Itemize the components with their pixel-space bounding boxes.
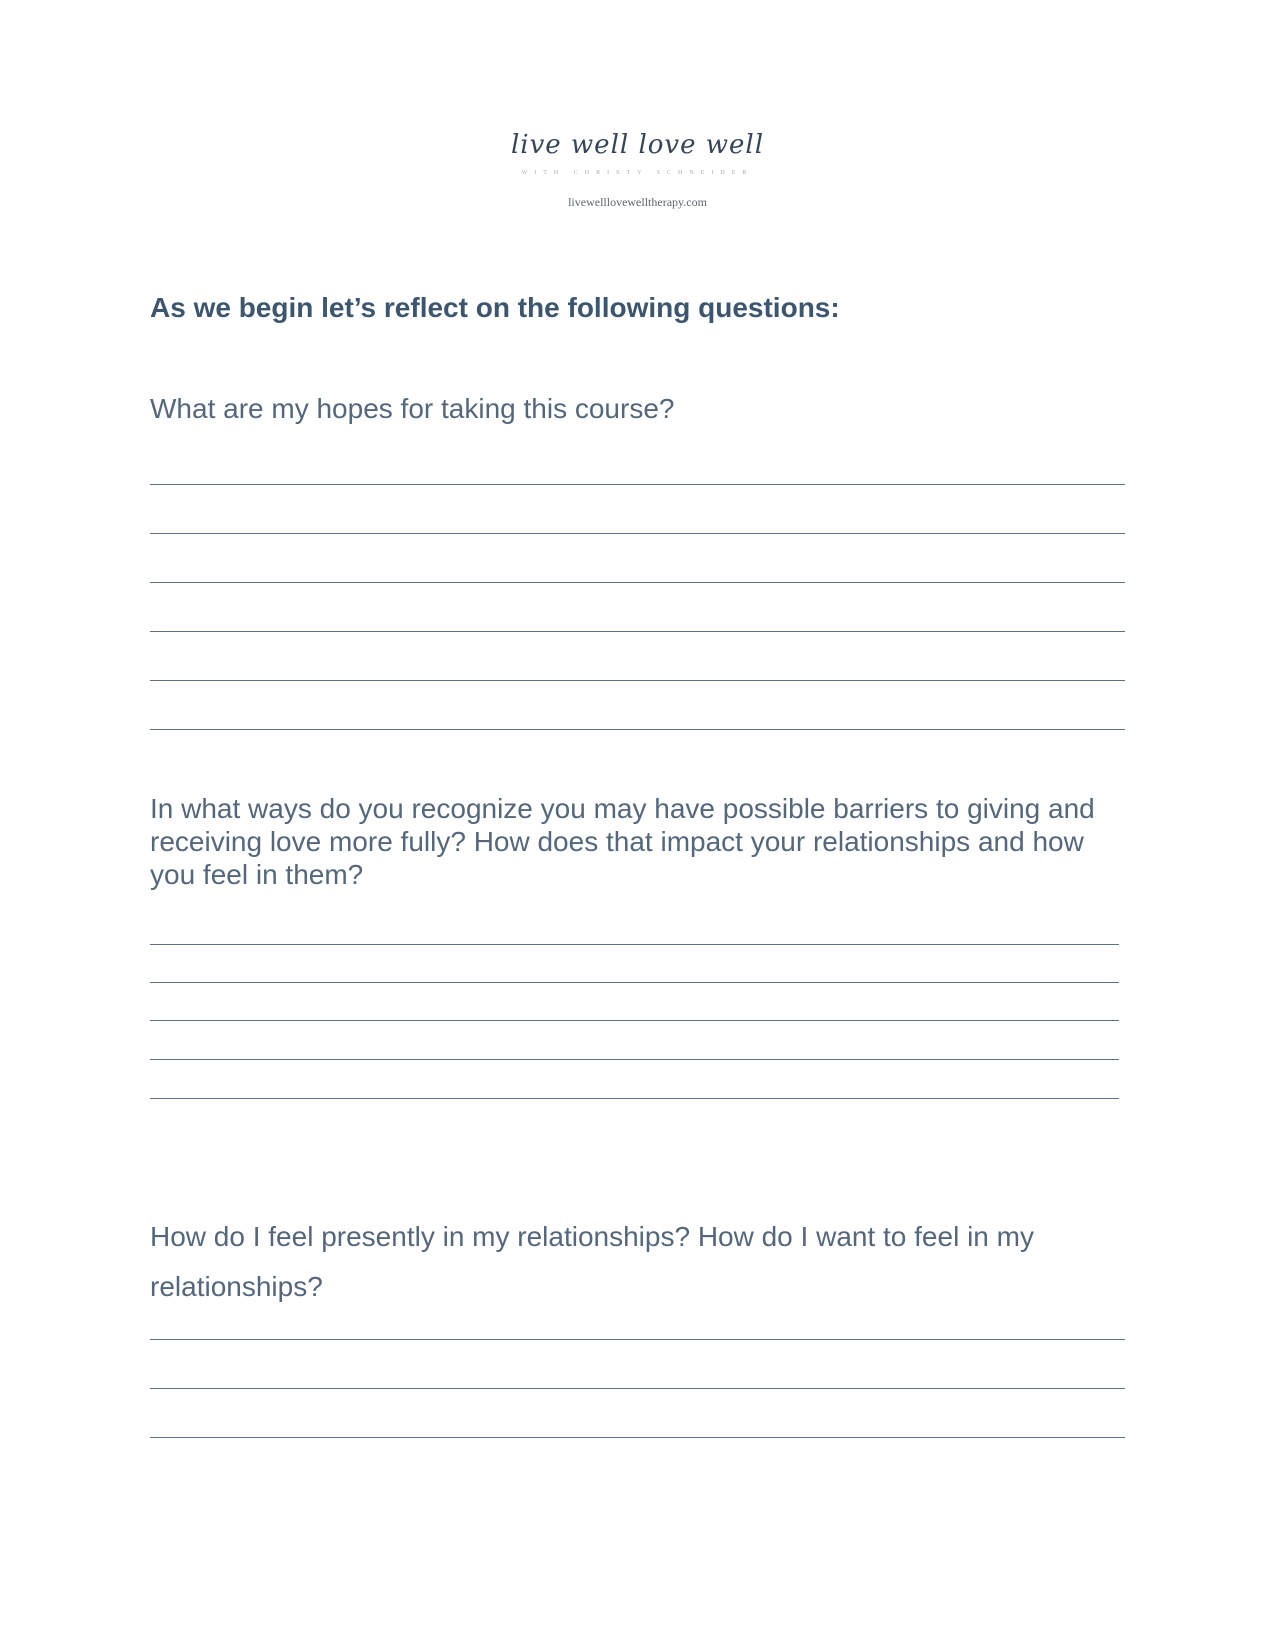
brand-logo: live well love well bbox=[510, 130, 765, 160]
question-2: In what ways do you recognize you may have possible barriers to giving and receiving love more fully? How does that impact your relationships and how you feel in them? bbox=[150, 793, 1095, 890]
answer-line[interactable] bbox=[150, 982, 1119, 983]
answer-line[interactable] bbox=[150, 631, 1125, 632]
website-url: livewelllovewelltherapy.com bbox=[568, 195, 707, 209]
page-heading: As we begin let’s reflect on the following questions: bbox=[150, 292, 840, 323]
answer-line[interactable] bbox=[150, 944, 1119, 945]
answer-line[interactable] bbox=[150, 1020, 1119, 1021]
answer-line[interactable] bbox=[150, 1437, 1125, 1438]
answer-line[interactable] bbox=[150, 1098, 1119, 1099]
question-3: How do I feel presently in my relationships? How do I want to feel in my relationships? bbox=[150, 1221, 1034, 1302]
answer-line[interactable] bbox=[150, 680, 1125, 681]
answer-line[interactable] bbox=[150, 484, 1125, 485]
answer-line[interactable] bbox=[150, 582, 1125, 583]
answer-line[interactable] bbox=[150, 1388, 1125, 1389]
answer-line[interactable] bbox=[150, 729, 1125, 730]
answer-line[interactable] bbox=[150, 533, 1125, 534]
brand-tagline: WITH CHRISTY SCHNEIDER bbox=[521, 170, 754, 176]
answer-line[interactable] bbox=[150, 1059, 1119, 1060]
answer-line[interactable] bbox=[150, 1339, 1125, 1340]
question-1: What are my hopes for taking this course? bbox=[150, 393, 675, 424]
